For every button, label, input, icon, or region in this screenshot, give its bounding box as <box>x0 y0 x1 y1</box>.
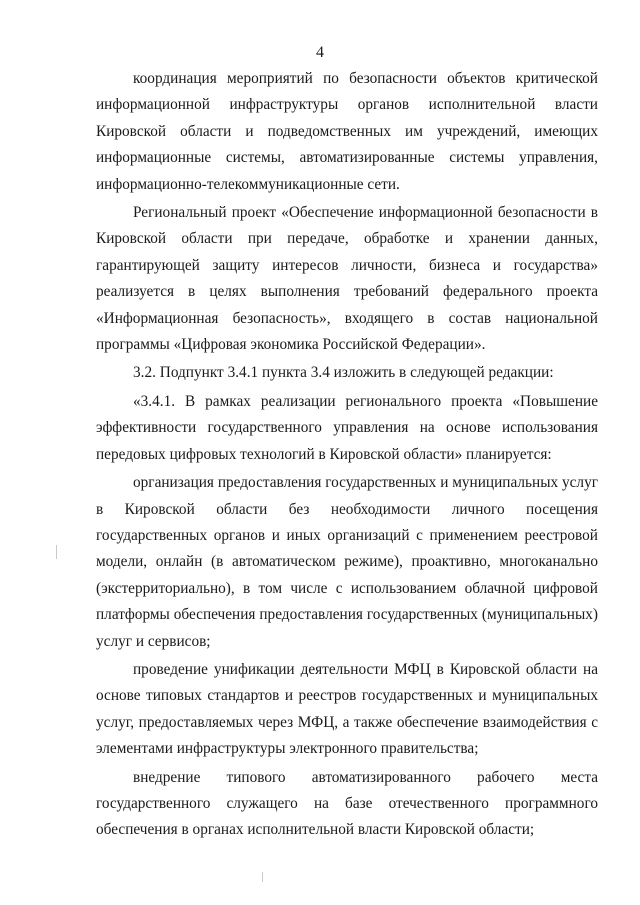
scan-artifact <box>56 545 57 559</box>
scan-artifact <box>262 872 263 882</box>
paragraph-ciip-coordination: координация мероприятий по безопасности объектов критической информационной инфраструктуры органов исполнительной власти Кировской области и подведомственных им учреждений, имеющих информационные системы, автоматизированные системы управления, информационно-телекоммуникационные сети. <box>96 70 598 193</box>
page-number: 4 <box>316 44 324 61</box>
paragraph-public-services: организация предоставления государственных и муниципальных услуг в Кировской области без необходимости личного посещения государственных органов и иных организаций с применением реестровой модели, онлайн (в автоматическом режиме), проактивно, многоканально (экстерриториально), в том числе с использованием облачной цифровой платформы обеспечения предоставления государственных (муниципальных) услуг и сервисов; <box>96 474 598 650</box>
paragraph-subclause-3-4-1: «3.4.1. В рамках реализации регионального проекта «Повышение эффективности государственного управления на основе использования передовых цифровых технологий в Кировской области» планируется: <box>96 392 598 463</box>
paragraph-mfc-unification: проведение унификации деятельности МФЦ в Кировской области на основе типовых стандартов и реестров государственных и муниципальных услуг, предоставляемых через МФЦ, а также обеспечение взаимодействия с элементами инфраструктуры электронного правительства; <box>96 660 598 758</box>
paragraph-regional-project-infosec: Региональный проект «Обеспечение информационной безопасности в Кировской области при передаче, обработке и хранении данных, гарантирующей защиту интересов личности, бизнеса и государства» реализуется в целях выполнения требований федерального проекта «Информационная безопасность», входящего в состав национальной программы «Цифровая экономика Российской Федерации». <box>96 204 598 354</box>
paragraph-workstation-rollout: внедрение типового автоматизированного рабочего места государственного служащего на базе отечественного программного обеспечения в органах исполнительной власти Кировской области; <box>96 768 598 839</box>
paragraph-amendment-3-2: 3.2. Подпункт 3.4.1 пункта 3.4 изложить в следующей редакции: <box>133 364 554 382</box>
document-body <box>96 66 598 846</box>
